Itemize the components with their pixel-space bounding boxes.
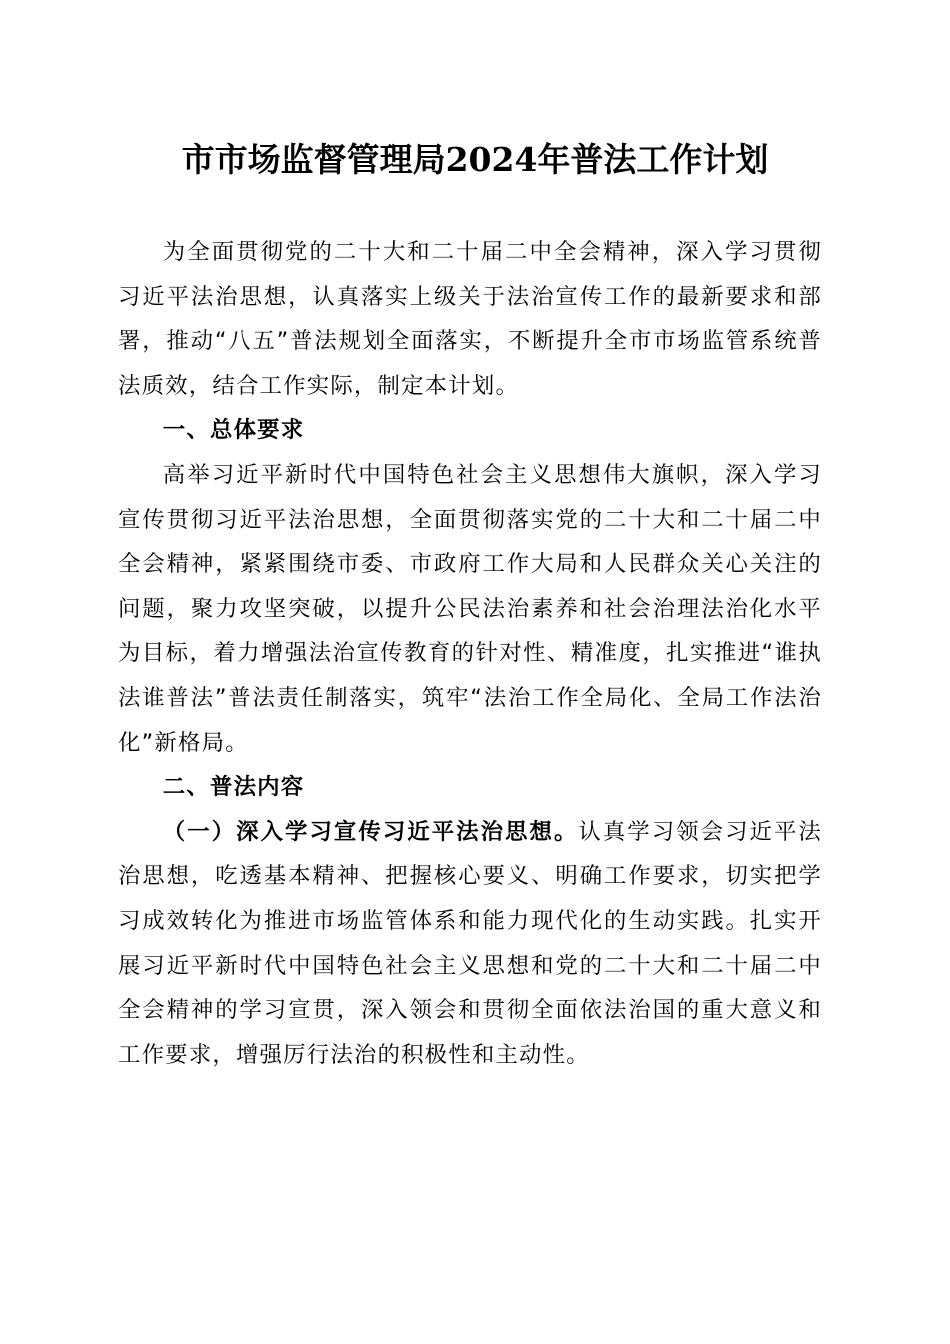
section-2-heading: 二、普法内容 — [162, 774, 305, 801]
document-body — [118, 230, 822, 1077]
section-2-item-1-paragraph — [118, 810, 822, 1078]
intro-paragraph: 为全面贯彻党的二十大和二十届二中全会精神，深入学习贯彻习近平法治思想，认真落实上级关于法治宣传工作的最新要求和部署，推动“八五”普法规划全面落实，不断提升全市市场监管系统普法质效，结合工作实际，制定本计划。 — [118, 239, 822, 399]
section-2-item-1-lead: （一）深入学习宣传习近平法治思想。 — [162, 818, 579, 845]
document-title: 市市场监督管理局2024年普法工作计划 — [181, 140, 769, 179]
section-1-heading: 一、总体要求 — [162, 417, 305, 444]
section-1-paragraph: 高举习近平新时代中国特色社会主义思想伟大旗帜，深入学习宣传贯彻习近平法治思想，全面贯彻落实党的二十大和二十届二中全会精神，紧紧围绕市委、市政府工作大局和人民群众关心关注的问题，聚力攻坚突破，以提升公民法治素养和社会治理法治化水平为目标，着力增强法治宣传教育的针对性、精准度，扎实推进“谁执法谁普法”普法责任制落实，筑牢“法治工作全局化、全局工作法治化”新格局。 — [118, 461, 822, 756]
section-2-item-1-text: 认真学习领会习近平法治思想，吃透基本精神、把握核心要义、明确工作要求，切实把学习成效转化为推进市场监管体系和能力现代化的生动实践。扎实开展习近平新时代中国特色社会主义思想和党的二十大和二十届二中全会精神的学习宣贯，深入领会和贯彻全面依法治国的重大意义和工作要求，增强厉行法治的积极性和主动性。 — [118, 818, 822, 1068]
